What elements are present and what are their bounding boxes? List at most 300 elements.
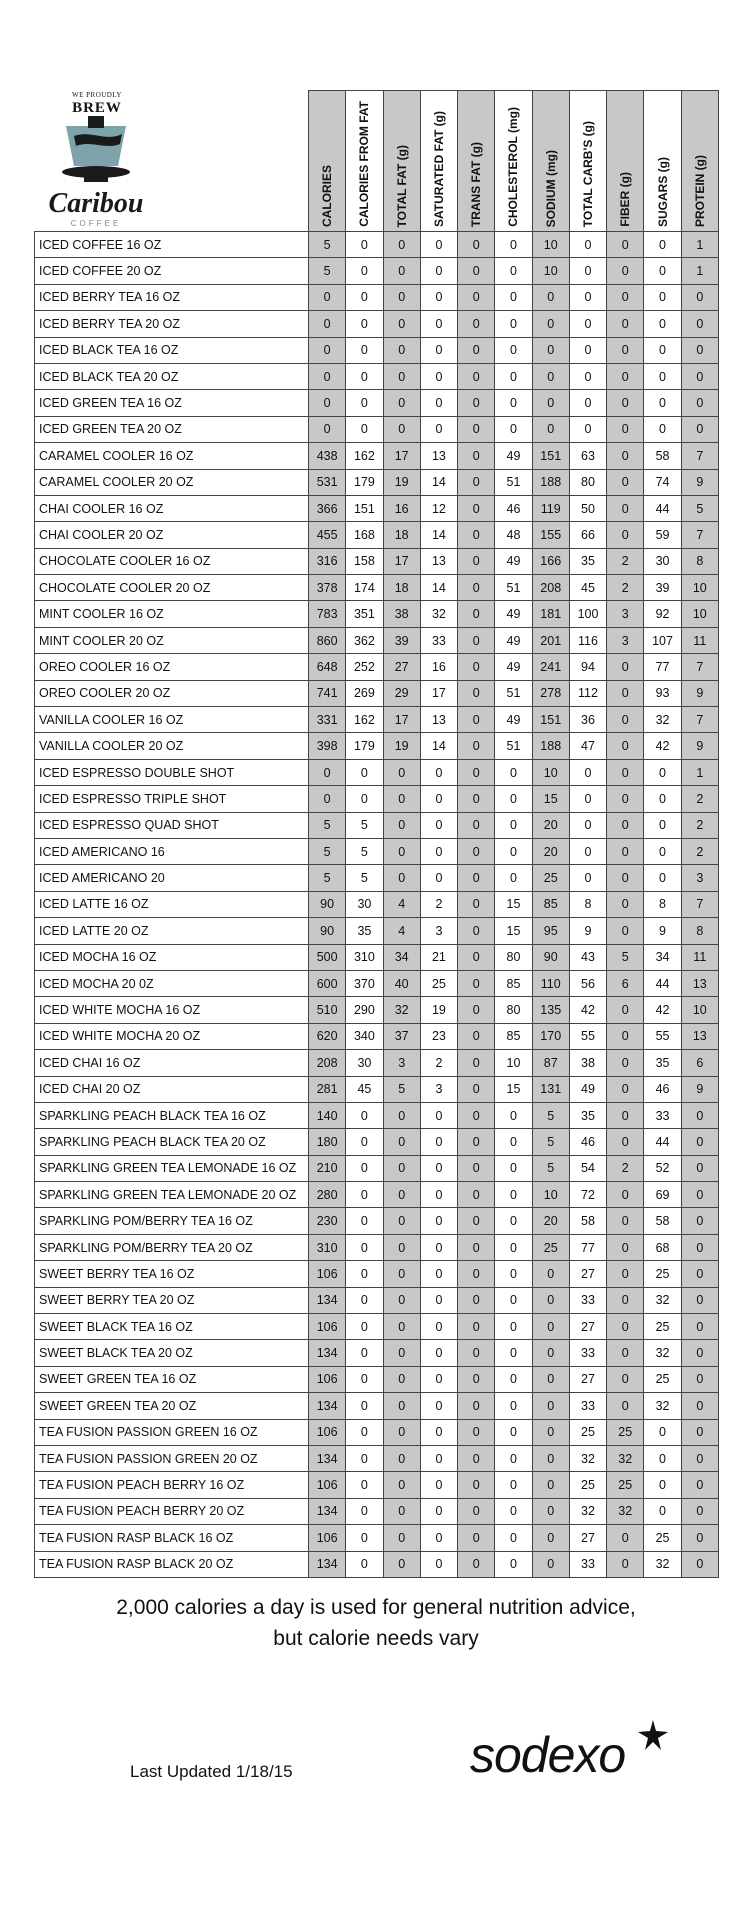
nutrient-value: 38 bbox=[383, 601, 420, 627]
nutrient-value: 35 bbox=[569, 548, 606, 574]
nutrient-value: 2 bbox=[681, 838, 718, 864]
nutrient-value: 7 bbox=[681, 654, 718, 680]
nutrient-value: 0 bbox=[458, 1445, 495, 1471]
column-header-label: CHOLESTEROL (mg) bbox=[506, 107, 521, 227]
nutrient-value: 16 bbox=[383, 495, 420, 521]
nutrient-value: 0 bbox=[309, 363, 346, 389]
nutrient-value: 0 bbox=[607, 1182, 644, 1208]
nutrient-value: 0 bbox=[420, 1551, 457, 1577]
item-name: CHOCOLATE COOLER 16 OZ bbox=[35, 548, 309, 574]
nutrient-value: 42 bbox=[569, 997, 606, 1023]
nutrient-value: 366 bbox=[309, 495, 346, 521]
logo-brand-sub: COFFEE bbox=[70, 219, 122, 228]
nutrient-value: 0 bbox=[681, 1208, 718, 1234]
nutrient-value: 0 bbox=[309, 284, 346, 310]
table-row bbox=[35, 1314, 719, 1340]
nutrient-value: 0 bbox=[346, 1393, 383, 1419]
nutrient-value: 5 bbox=[532, 1155, 569, 1181]
nutrient-value: 4 bbox=[383, 891, 420, 917]
nutrient-value: 0 bbox=[569, 390, 606, 416]
nutrient-value: 0 bbox=[383, 1182, 420, 1208]
nutrient-value: 0 bbox=[681, 390, 718, 416]
nutrient-value: 280 bbox=[309, 1182, 346, 1208]
nutrient-value: 3 bbox=[420, 1076, 457, 1102]
nutrient-value: 17 bbox=[383, 443, 420, 469]
nutrient-value: 106 bbox=[309, 1472, 346, 1498]
nutrient-value: 741 bbox=[309, 680, 346, 706]
item-name: TEA FUSION PASSION GREEN 20 OZ bbox=[35, 1445, 309, 1471]
nutrient-value: 0 bbox=[607, 1023, 644, 1049]
nutrient-value: 32 bbox=[644, 1340, 681, 1366]
nutrient-value: 0 bbox=[495, 1393, 532, 1419]
nutrient-value: 278 bbox=[532, 680, 569, 706]
item-name: CHAI COOLER 16 OZ bbox=[35, 495, 309, 521]
nutrient-value: 0 bbox=[420, 1445, 457, 1471]
nutrient-value: 49 bbox=[495, 707, 532, 733]
nutrient-value: 0 bbox=[383, 416, 420, 442]
nutrient-value: 0 bbox=[644, 416, 681, 442]
nutrient-value: 15 bbox=[495, 891, 532, 917]
nutrient-value: 0 bbox=[458, 1340, 495, 1366]
nutrient-value: 19 bbox=[420, 997, 457, 1023]
nutrient-value: 6 bbox=[681, 1050, 718, 1076]
nutrient-value: 0 bbox=[458, 1287, 495, 1313]
nutrient-value: 0 bbox=[495, 1314, 532, 1340]
nutrient-value: 0 bbox=[346, 232, 383, 258]
nutrient-value: 0 bbox=[569, 865, 606, 891]
nutrient-value: 0 bbox=[495, 416, 532, 442]
column-header-label: SODIUM (mg) bbox=[543, 149, 558, 227]
nutrient-value: 188 bbox=[532, 469, 569, 495]
nutrient-value: 0 bbox=[458, 1234, 495, 1260]
nutrient-value: 0 bbox=[607, 1551, 644, 1577]
nutrient-value: 2 bbox=[681, 812, 718, 838]
item-name: TEA FUSION RASP BLACK 16 OZ bbox=[35, 1525, 309, 1551]
nutrient-value: 39 bbox=[383, 627, 420, 653]
nutrient-value: 40 bbox=[383, 970, 420, 996]
nutrient-value: 0 bbox=[420, 1261, 457, 1287]
nutrient-value: 85 bbox=[532, 891, 569, 917]
nutrient-value: 0 bbox=[346, 1129, 383, 1155]
nutrient-value: 0 bbox=[681, 1472, 718, 1498]
nutrient-value: 0 bbox=[458, 627, 495, 653]
nutrient-value: 5 bbox=[309, 865, 346, 891]
nutrient-value: 0 bbox=[458, 1102, 495, 1128]
nutrient-value: 252 bbox=[346, 654, 383, 680]
table-row bbox=[35, 416, 719, 442]
nutrient-value: 9 bbox=[681, 469, 718, 495]
nutrient-value: 49 bbox=[495, 548, 532, 574]
nutrient-value: 2 bbox=[607, 548, 644, 574]
nutrient-value: 63 bbox=[569, 443, 606, 469]
nutrient-value: 290 bbox=[346, 997, 383, 1023]
item-name: ICED LATTE 16 OZ bbox=[35, 891, 309, 917]
nutrient-value: 0 bbox=[644, 838, 681, 864]
nutrient-value: 0 bbox=[346, 786, 383, 812]
nutrient-value: 8 bbox=[644, 891, 681, 917]
nutrient-value: 0 bbox=[569, 311, 606, 337]
nutrient-value: 0 bbox=[383, 838, 420, 864]
table-row bbox=[35, 232, 719, 258]
nutrient-value: 134 bbox=[309, 1393, 346, 1419]
nutrient-value: 8 bbox=[569, 891, 606, 917]
nutrient-value: 0 bbox=[458, 1050, 495, 1076]
nutrient-value: 0 bbox=[383, 759, 420, 785]
nutrient-value: 0 bbox=[495, 1366, 532, 1392]
nutrient-value: 93 bbox=[644, 680, 681, 706]
nutrient-value: 0 bbox=[495, 1525, 532, 1551]
nutrient-value: 0 bbox=[420, 1234, 457, 1260]
nutrient-value: 25 bbox=[644, 1525, 681, 1551]
item-name: TEA FUSION RASP BLACK 20 OZ bbox=[35, 1551, 309, 1577]
nutrient-value: 92 bbox=[644, 601, 681, 627]
nutrient-value: 14 bbox=[420, 575, 457, 601]
table-row bbox=[35, 1182, 719, 1208]
nutrient-value: 0 bbox=[346, 1551, 383, 1577]
table-row bbox=[35, 1234, 719, 1260]
nutrient-value: 0 bbox=[532, 1472, 569, 1498]
table-row bbox=[35, 575, 719, 601]
nutrient-value: 0 bbox=[420, 1208, 457, 1234]
nutrient-value: 0 bbox=[495, 363, 532, 389]
nutrient-value: 8 bbox=[681, 918, 718, 944]
table-row bbox=[35, 997, 719, 1023]
nutrient-value: 27 bbox=[569, 1261, 606, 1287]
nutrient-value: 0 bbox=[569, 759, 606, 785]
nutrient-value: 0 bbox=[420, 1155, 457, 1181]
table-row bbox=[35, 1023, 719, 1049]
nutrient-value: 0 bbox=[569, 232, 606, 258]
nutrient-value: 3 bbox=[383, 1050, 420, 1076]
nutrient-value: 10 bbox=[681, 601, 718, 627]
item-name: ICED BERRY TEA 20 OZ bbox=[35, 311, 309, 337]
nutrient-value: 0 bbox=[681, 1234, 718, 1260]
item-name: SWEET BLACK TEA 16 OZ bbox=[35, 1314, 309, 1340]
nutrient-value: 0 bbox=[532, 390, 569, 416]
item-name: SWEET GREEN TEA 20 OZ bbox=[35, 1393, 309, 1419]
table-row bbox=[35, 654, 719, 680]
nutrient-value: 0 bbox=[420, 1525, 457, 1551]
nutrient-value: 36 bbox=[569, 707, 606, 733]
nutrition-table bbox=[34, 90, 719, 1578]
sodexo-logo bbox=[470, 1720, 700, 1790]
nutrient-value: 17 bbox=[383, 707, 420, 733]
table-row bbox=[35, 786, 719, 812]
nutrient-value: 74 bbox=[644, 469, 681, 495]
nutrient-value: 0 bbox=[607, 390, 644, 416]
nutrient-value: 3 bbox=[420, 918, 457, 944]
nutrient-value: 85 bbox=[495, 1023, 532, 1049]
nutrient-value: 0 bbox=[458, 1314, 495, 1340]
nutrient-value: 9 bbox=[681, 733, 718, 759]
item-name: OREO COOLER 20 OZ bbox=[35, 680, 309, 706]
nutrient-value: 32 bbox=[607, 1445, 644, 1471]
nutrient-value: 0 bbox=[607, 1076, 644, 1102]
item-name: VANILLA COOLER 20 OZ bbox=[35, 733, 309, 759]
nutrient-value: 0 bbox=[495, 838, 532, 864]
nutrient-value: 0 bbox=[607, 1234, 644, 1260]
nutrient-value: 0 bbox=[458, 786, 495, 812]
nutrient-value: 0 bbox=[383, 1498, 420, 1524]
nutrient-value: 50 bbox=[569, 495, 606, 521]
table-row bbox=[35, 1419, 719, 1445]
nutrient-value: 0 bbox=[607, 918, 644, 944]
nutrient-value: 351 bbox=[346, 601, 383, 627]
table-row bbox=[35, 1445, 719, 1471]
nutrient-value: 12 bbox=[420, 495, 457, 521]
nutrient-value: 340 bbox=[346, 1023, 383, 1049]
nutrient-value: 0 bbox=[532, 363, 569, 389]
nutrient-value: 0 bbox=[681, 416, 718, 442]
nutrient-value: 7 bbox=[681, 891, 718, 917]
nutrient-value: 331 bbox=[309, 707, 346, 733]
item-name: ICED ESPRESSO QUAD SHOT bbox=[35, 812, 309, 838]
item-name: ICED WHITE MOCHA 16 OZ bbox=[35, 997, 309, 1023]
column-header-label: TOTAL FAT (g) bbox=[394, 144, 409, 227]
nutrient-value: 0 bbox=[495, 1445, 532, 1471]
nutrient-value: 0 bbox=[569, 258, 606, 284]
nutrient-value: 0 bbox=[383, 337, 420, 363]
nutrient-value: 37 bbox=[383, 1023, 420, 1049]
nutrient-value: 0 bbox=[420, 363, 457, 389]
nutrient-value: 370 bbox=[346, 970, 383, 996]
nutrient-value: 52 bbox=[644, 1155, 681, 1181]
nutrient-value: 0 bbox=[644, 284, 681, 310]
nutrient-value: 59 bbox=[644, 522, 681, 548]
nutrient-value: 0 bbox=[346, 1182, 383, 1208]
nutrient-value: 0 bbox=[532, 1340, 569, 1366]
nutrient-value: 0 bbox=[569, 337, 606, 363]
column-header bbox=[495, 91, 532, 232]
nutrient-value: 0 bbox=[681, 1182, 718, 1208]
nutrient-value: 51 bbox=[495, 575, 532, 601]
nutrient-value: 85 bbox=[495, 970, 532, 996]
nutrient-value: 94 bbox=[569, 654, 606, 680]
nutrient-value: 188 bbox=[532, 733, 569, 759]
nutrient-value: 0 bbox=[681, 1129, 718, 1155]
nutrient-value: 134 bbox=[309, 1445, 346, 1471]
nutrient-value: 0 bbox=[607, 1129, 644, 1155]
nutrient-value: 0 bbox=[458, 865, 495, 891]
nutrient-value: 0 bbox=[607, 1208, 644, 1234]
nutrient-value: 0 bbox=[569, 363, 606, 389]
nutrient-value: 0 bbox=[420, 786, 457, 812]
nutrient-value: 19 bbox=[383, 733, 420, 759]
nutrient-value: 0 bbox=[346, 1208, 383, 1234]
nutrient-value: 0 bbox=[346, 284, 383, 310]
column-header bbox=[420, 91, 457, 232]
nutrient-value: 20 bbox=[532, 838, 569, 864]
nutrient-value: 27 bbox=[569, 1314, 606, 1340]
nutrient-value: 210 bbox=[309, 1155, 346, 1181]
nutrient-value: 0 bbox=[383, 311, 420, 337]
nutrient-value: 0 bbox=[420, 1472, 457, 1498]
nutrient-value: 0 bbox=[309, 311, 346, 337]
nutrient-value: 106 bbox=[309, 1419, 346, 1445]
item-name: SPARKLING PEACH BLACK TEA 20 OZ bbox=[35, 1129, 309, 1155]
nutrient-value: 0 bbox=[458, 707, 495, 733]
nutrient-value: 0 bbox=[644, 311, 681, 337]
nutrient-value: 0 bbox=[607, 707, 644, 733]
nutrient-value: 5 bbox=[383, 1076, 420, 1102]
nutrient-value: 107 bbox=[644, 627, 681, 653]
nutrient-value: 208 bbox=[309, 1050, 346, 1076]
nutrient-value: 0 bbox=[644, 337, 681, 363]
item-name: ICED COFFEE 20 OZ bbox=[35, 258, 309, 284]
nutrient-value: 0 bbox=[458, 654, 495, 680]
nutrient-value: 180 bbox=[309, 1129, 346, 1155]
nutrient-value: 0 bbox=[644, 865, 681, 891]
table-row bbox=[35, 1551, 719, 1577]
nutrient-value: 0 bbox=[383, 1234, 420, 1260]
nutrient-value: 0 bbox=[458, 575, 495, 601]
nutrient-value: 10 bbox=[532, 258, 569, 284]
column-header bbox=[644, 91, 681, 232]
nutrient-value: 531 bbox=[309, 469, 346, 495]
nutrient-value: 0 bbox=[532, 284, 569, 310]
nutrient-value: 5 bbox=[532, 1129, 569, 1155]
nutrient-value: 5 bbox=[346, 812, 383, 838]
nutrient-value: 80 bbox=[495, 944, 532, 970]
table-row bbox=[35, 1155, 719, 1181]
nutrient-value: 0 bbox=[309, 759, 346, 785]
nutrient-value: 0 bbox=[458, 970, 495, 996]
nutrient-value: 16 bbox=[420, 654, 457, 680]
nutrient-value: 5 bbox=[532, 1102, 569, 1128]
nutrient-value: 44 bbox=[644, 495, 681, 521]
nutrient-value: 56 bbox=[569, 970, 606, 996]
nutrient-value: 0 bbox=[458, 680, 495, 706]
nutrient-value: 5 bbox=[346, 838, 383, 864]
column-header-label: CALORIES bbox=[320, 164, 335, 227]
nutrient-value: 0 bbox=[681, 1525, 718, 1551]
nutrient-value: 455 bbox=[309, 522, 346, 548]
nutrient-value: 241 bbox=[532, 654, 569, 680]
nutrient-value: 0 bbox=[495, 1340, 532, 1366]
nutrient-value: 13 bbox=[420, 548, 457, 574]
nutrient-value: 0 bbox=[569, 284, 606, 310]
nutrient-value: 0 bbox=[346, 1261, 383, 1287]
nutrient-value: 42 bbox=[644, 733, 681, 759]
nutrient-value: 0 bbox=[420, 865, 457, 891]
nutrient-value: 0 bbox=[458, 1129, 495, 1155]
nutrient-value: 2 bbox=[607, 575, 644, 601]
nutrient-value: 7 bbox=[681, 443, 718, 469]
nutrient-value: 0 bbox=[532, 1366, 569, 1392]
nutrient-value: 208 bbox=[532, 575, 569, 601]
nutrient-value: 0 bbox=[681, 1340, 718, 1366]
nutrient-value: 119 bbox=[532, 495, 569, 521]
nutrient-value: 0 bbox=[607, 654, 644, 680]
nutrient-value: 0 bbox=[383, 1419, 420, 1445]
nutrient-value: 0 bbox=[532, 311, 569, 337]
nutrient-value: 0 bbox=[458, 548, 495, 574]
nutrient-value: 106 bbox=[309, 1366, 346, 1392]
nutrient-value: 0 bbox=[458, 443, 495, 469]
nutrient-value: 140 bbox=[309, 1102, 346, 1128]
nutrient-value: 0 bbox=[420, 1366, 457, 1392]
nutrient-value: 500 bbox=[309, 944, 346, 970]
nutrient-value: 0 bbox=[681, 363, 718, 389]
nutrient-value: 310 bbox=[309, 1234, 346, 1260]
nutrient-value: 0 bbox=[346, 1445, 383, 1471]
nutrient-value: 0 bbox=[458, 390, 495, 416]
nutrient-value: 10 bbox=[681, 997, 718, 1023]
nutrient-value: 38 bbox=[569, 1050, 606, 1076]
nutrient-value: 32 bbox=[383, 997, 420, 1023]
nutrient-value: 0 bbox=[607, 1525, 644, 1551]
nutrient-value: 33 bbox=[569, 1287, 606, 1313]
nutrient-value: 15 bbox=[532, 786, 569, 812]
nutrient-value: 151 bbox=[532, 707, 569, 733]
nutrient-value: 68 bbox=[644, 1234, 681, 1260]
nutrient-value: 1 bbox=[681, 232, 718, 258]
nutrient-value: 135 bbox=[532, 997, 569, 1023]
star-icon bbox=[638, 1720, 668, 1750]
nutrient-value: 0 bbox=[346, 759, 383, 785]
column-header bbox=[569, 91, 606, 232]
nutrient-value: 25 bbox=[532, 865, 569, 891]
nutrient-value: 0 bbox=[607, 1314, 644, 1340]
nutrient-value: 90 bbox=[309, 891, 346, 917]
nutrient-value: 0 bbox=[346, 1155, 383, 1181]
column-header-label: SUGARS (g) bbox=[655, 157, 670, 227]
nutrient-value: 0 bbox=[458, 1182, 495, 1208]
nutrient-value: 0 bbox=[383, 786, 420, 812]
nutrient-value: 54 bbox=[569, 1155, 606, 1181]
nutrient-value: 158 bbox=[346, 548, 383, 574]
nutrient-value: 0 bbox=[495, 1287, 532, 1313]
table-row bbox=[35, 838, 719, 864]
nutrient-value: 32 bbox=[420, 601, 457, 627]
item-name: MINT COOLER 20 OZ bbox=[35, 627, 309, 653]
nutrient-value: 3 bbox=[607, 627, 644, 653]
nutrient-value: 44 bbox=[644, 1129, 681, 1155]
nutrient-value: 0 bbox=[607, 1261, 644, 1287]
nutrient-value: 27 bbox=[383, 654, 420, 680]
column-header bbox=[346, 91, 383, 232]
nutrient-value: 30 bbox=[346, 1050, 383, 1076]
nutrient-value: 0 bbox=[644, 786, 681, 812]
nutrient-value: 0 bbox=[420, 416, 457, 442]
nutrient-value: 0 bbox=[681, 1287, 718, 1313]
nutrient-value: 0 bbox=[569, 812, 606, 838]
nutrient-value: 0 bbox=[681, 337, 718, 363]
nutrient-value: 0 bbox=[495, 759, 532, 785]
nutrient-value: 168 bbox=[346, 522, 383, 548]
nutrient-value: 0 bbox=[607, 812, 644, 838]
nutrient-value: 0 bbox=[420, 838, 457, 864]
nutrient-value: 0 bbox=[532, 1314, 569, 1340]
nutrient-value: 398 bbox=[309, 733, 346, 759]
nutrient-value: 0 bbox=[458, 1419, 495, 1445]
nutrient-value: 55 bbox=[569, 1023, 606, 1049]
table-row bbox=[35, 680, 719, 706]
nutrient-value: 0 bbox=[569, 416, 606, 442]
nutrient-value: 0 bbox=[495, 1182, 532, 1208]
nutrient-value: 0 bbox=[607, 838, 644, 864]
nutrient-value: 648 bbox=[309, 654, 346, 680]
nutrient-value: 0 bbox=[681, 1445, 718, 1471]
table-row bbox=[35, 443, 719, 469]
item-name: ICED GREEN TEA 16 OZ bbox=[35, 390, 309, 416]
nutrient-value: 0 bbox=[346, 1287, 383, 1313]
item-name: ICED ESPRESSO DOUBLE SHOT bbox=[35, 759, 309, 785]
nutrient-value: 0 bbox=[383, 1208, 420, 1234]
nutrient-value: 0 bbox=[495, 258, 532, 284]
nutrient-value: 0 bbox=[383, 812, 420, 838]
column-header-label: TOTAL CARB'S (g) bbox=[580, 120, 595, 227]
